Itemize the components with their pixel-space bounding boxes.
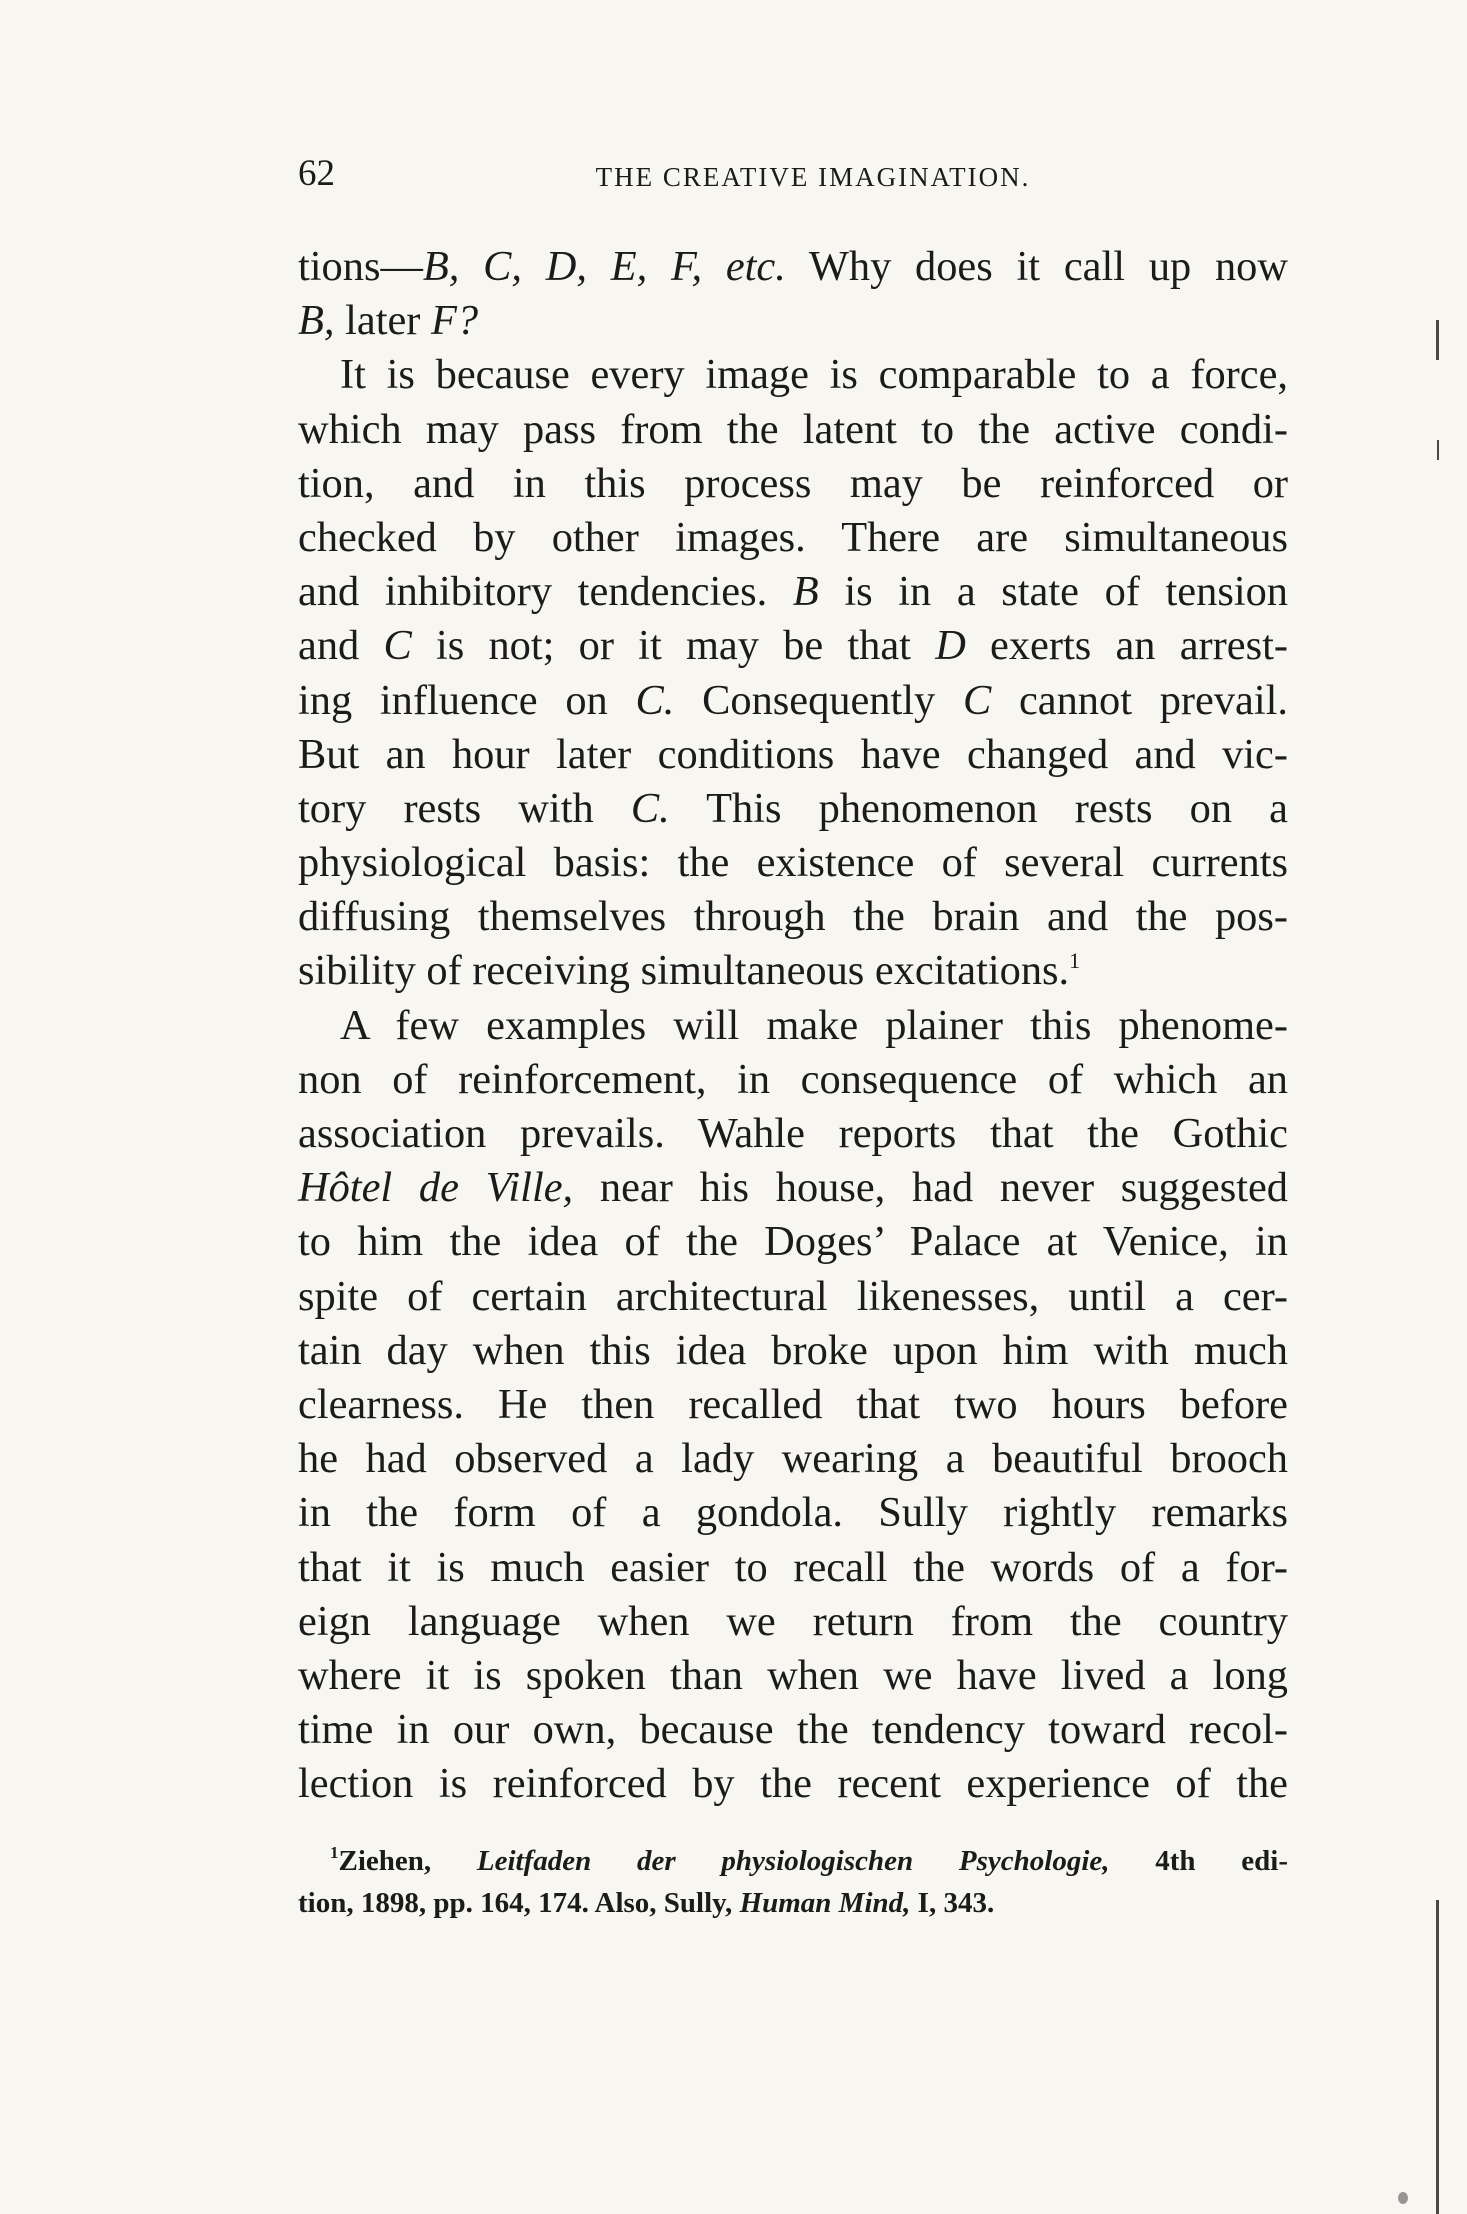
text-line: which may pass from the latent to the active condi- <box>298 405 1288 453</box>
paragraph-start: It is because every image is comparable to a force, <box>340 351 1288 399</box>
footnote <box>298 1840 1288 1924</box>
text-line: in the form of a gondola. Sully rightly remarks <box>298 1489 1288 1537</box>
page-number: 62 <box>298 153 335 194</box>
running-header <box>298 152 1288 202</box>
page-edge-line <box>1436 320 1439 360</box>
page-edge-line <box>1436 1900 1439 2214</box>
footnote-line: tion, 1898, pp. 164, 174. Also, Sully, Human Mind, I, 343. <box>298 1887 995 1919</box>
text-line: lection is reinforced by the recent experience of the <box>298 1760 1288 1808</box>
text-line: checked by other images. There are simultaneous <box>298 513 1288 561</box>
scan-speck <box>1398 2192 1408 2204</box>
text-line: ing influence on C. Consequently C cannot prevail. <box>298 676 1289 724</box>
text-line: tion, and in this process may be reinforced or <box>298 459 1288 507</box>
text-line: B, later F? <box>298 297 479 345</box>
running-title: THE CREATIVE IMAGINATION. <box>595 162 1031 192</box>
text-line: sibility of receiving simultaneous excitations.$^1$ <box>298 947 1081 995</box>
text-line: association prevails. Wahle reports that the Gothic <box>298 1110 1288 1157</box>
text-line: But an hour later conditions have changed and vic- <box>298 730 1288 778</box>
text-line: that it is much easier to recall the words of a for- <box>298 1543 1288 1591</box>
text-line: tain day when this idea broke upon him with much <box>298 1326 1288 1374</box>
footnote-line: $^1$Ziehen, Leitfaden der physiologischen Psychologie, 4th edi- <box>330 1843 1289 1877</box>
page-edge-line <box>1437 440 1439 460</box>
text-line: he had observed a lady wearing a beautiful brooch <box>298 1435 1288 1483</box>
paragraph-start: A few examples will make plainer this phenome- <box>340 1001 1288 1049</box>
footnote-mark: 1 <box>330 1843 339 1862</box>
text-line: tions—B, C, D, E, F, etc. Why does it call up now <box>298 243 1288 290</box>
text-line: non of reinforcement, in consequence of which an <box>298 1055 1288 1103</box>
text-line: where it is spoken than when we have lived a long <box>298 1651 1288 1699</box>
text-line: time in our own, because the tendency toward recol- <box>298 1706 1288 1754</box>
text-line: tory rests with C. This phenomenon rests on a <box>298 784 1288 832</box>
text-line: clearness. He then recalled that two hours before <box>298 1380 1288 1428</box>
text-line: diffusing themselves through the brain and the pos- <box>298 893 1288 941</box>
text-line: and inhibitory tendencies. B is in a state of tension <box>298 568 1288 616</box>
text-line: to him the idea of the Doges’ Palace at Venice, in <box>298 1218 1288 1266</box>
text-line: spite of certain architectural likenesses, until a cer- <box>298 1272 1288 1320</box>
text-line: physiological basis: the existence of several currents <box>298 839 1288 887</box>
footnote-reference: 1 <box>1069 948 1081 974</box>
text-line: eign language when we return from the country <box>298 1597 1288 1645</box>
text-line: Hôtel de Ville, near his house, had never suggested <box>298 1164 1288 1212</box>
body-text <box>298 240 1288 1811</box>
text-line: and C is not; or it may be that D exerts an arrest- <box>298 622 1288 670</box>
